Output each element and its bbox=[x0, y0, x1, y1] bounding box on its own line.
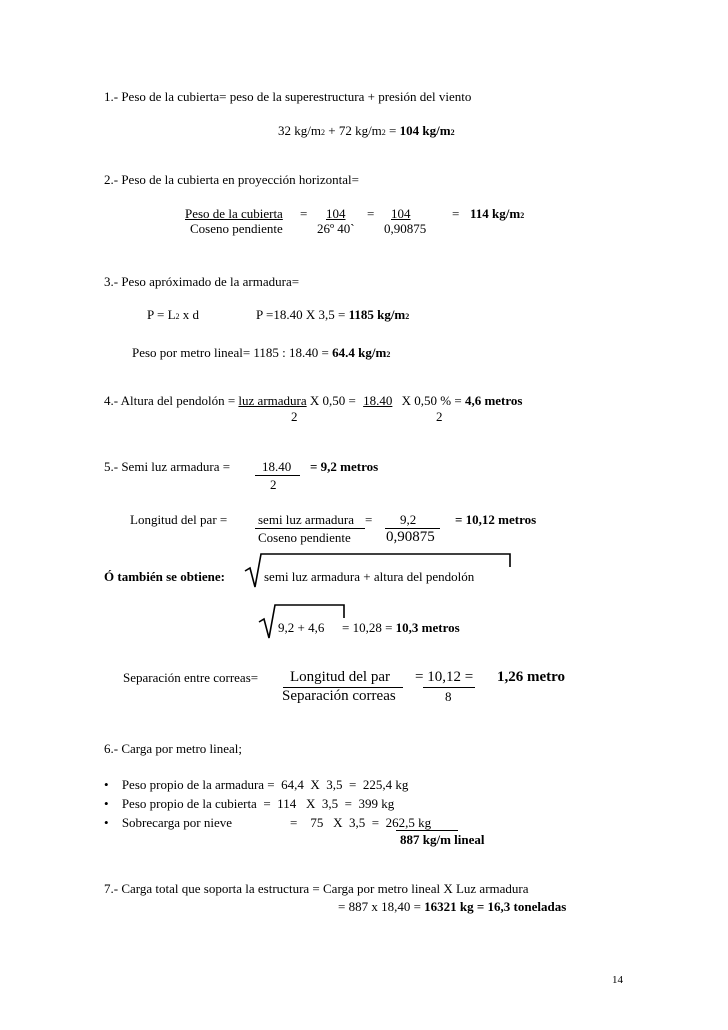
s1-line: 1.- Peso de la cubierta= peso de la superestructura + presión del viento bbox=[104, 89, 472, 104]
s5-par-num1: semi luz armadura bbox=[258, 512, 355, 527]
s2-eq1: = bbox=[300, 206, 308, 221]
list-item: • Sobrecarga por nieve bbox=[104, 815, 233, 830]
s5-sep-label: Separación entre correas= bbox=[123, 670, 259, 685]
bullet-icon: • bbox=[104, 796, 109, 811]
s7-line1: 7.- Carga total que soporta la estructura = Carga por metro lineal X Luz armadura bbox=[104, 881, 529, 896]
s5-par-bar1 bbox=[255, 528, 365, 529]
page-number: 14 bbox=[612, 974, 623, 986]
s2-num1: Peso de la cubierta bbox=[185, 206, 283, 221]
s5-fraction-bar bbox=[255, 475, 300, 476]
s2-eq3: = bbox=[452, 206, 460, 221]
s2-eq2: = bbox=[367, 206, 375, 221]
s4-den2: 2 bbox=[436, 409, 443, 424]
s5-par-eq1: = bbox=[365, 512, 373, 527]
s1-calc: 32 kg/m2 + 72 kg/m2 = 104 kg/m2 bbox=[278, 123, 455, 138]
s5-sep-den2: 8 bbox=[445, 689, 452, 704]
list-item-values: = 75 X 3,5 = 262,5 kg bbox=[290, 815, 432, 830]
s4-den1: 2 bbox=[291, 409, 298, 424]
list-item: • Peso propio de la cubierta = 114 X 3,5 = 399 kg bbox=[104, 796, 395, 811]
s2-num3: 104 bbox=[391, 206, 411, 221]
s2-den2: 26º 40` bbox=[317, 221, 355, 236]
s2-den3: 0,90875 bbox=[384, 221, 427, 236]
s5-root2: 9,2 + 4,6 bbox=[278, 620, 325, 635]
s5-sep-bar2 bbox=[423, 687, 475, 688]
s5-par-den2: 0,90875 bbox=[386, 529, 435, 545]
s5-sep-den: Separación correas bbox=[282, 688, 396, 704]
s5-par-num2: 9,2 bbox=[400, 512, 417, 527]
s5-sep-eq1: = 10,12 = bbox=[415, 669, 474, 685]
s5-result: = 9,2 metros bbox=[310, 459, 379, 474]
bullet-icon: • bbox=[104, 815, 109, 830]
s6-total: 887 kg/m lineal bbox=[400, 832, 485, 847]
s2-den1: Coseno pendiente bbox=[190, 221, 283, 236]
s5-sep-result: 1,26 metro bbox=[497, 669, 566, 685]
s5-par-label: Longitud del par = bbox=[130, 512, 228, 527]
s6-title: 6.- Carga por metro lineal; bbox=[104, 741, 243, 756]
s5-root2-tail: = 10,28 = 10,3 metros bbox=[342, 620, 460, 635]
s5-sep-num: Longitud del par bbox=[290, 669, 390, 685]
s5-num: 18.40 bbox=[262, 459, 292, 474]
s2-num2: 104 bbox=[326, 206, 346, 221]
bullet-icon: • bbox=[104, 777, 109, 792]
s3-formula: P = L2 x d bbox=[147, 307, 200, 322]
s3-line: 3.- Peso apróximado de la armadura= bbox=[104, 274, 300, 289]
s4-line: 4.- Altura del pendolón = luz armadura X 0,50 = 18.40 X 0,50 % = 4,6 metros bbox=[104, 393, 523, 408]
s5-den: 2 bbox=[270, 477, 277, 492]
s5-alt-label: Ó también se obtiene: bbox=[104, 569, 225, 584]
list-item: • Peso propio de la armadura = 64,4 X 3,5 = 225,4 kg bbox=[104, 777, 409, 792]
s5-semi: 5.- Semi luz armadura = bbox=[104, 459, 231, 474]
s2-line: 2.- Peso de la cubierta en proyección horizontal= bbox=[104, 172, 359, 187]
s2-result: 114 kg/m2 bbox=[470, 206, 525, 221]
sum-line bbox=[396, 830, 458, 831]
s5-par-result: = 10,12 metros bbox=[455, 512, 537, 527]
s3-linear: Peso por metro lineal= 1185 : 18.40 = 64.4 kg/m2 bbox=[132, 345, 391, 360]
s5-alt-root: semi luz armadura + altura del pendolón bbox=[264, 569, 475, 584]
s7-line2: = 887 x 18,40 = 16321 kg = 16,3 toneladas bbox=[338, 899, 567, 914]
s3-calc: P =18.40 X 3,5 = 1185 kg/m2 bbox=[256, 307, 410, 322]
s5-par-den1: Coseno pendiente bbox=[258, 530, 351, 545]
